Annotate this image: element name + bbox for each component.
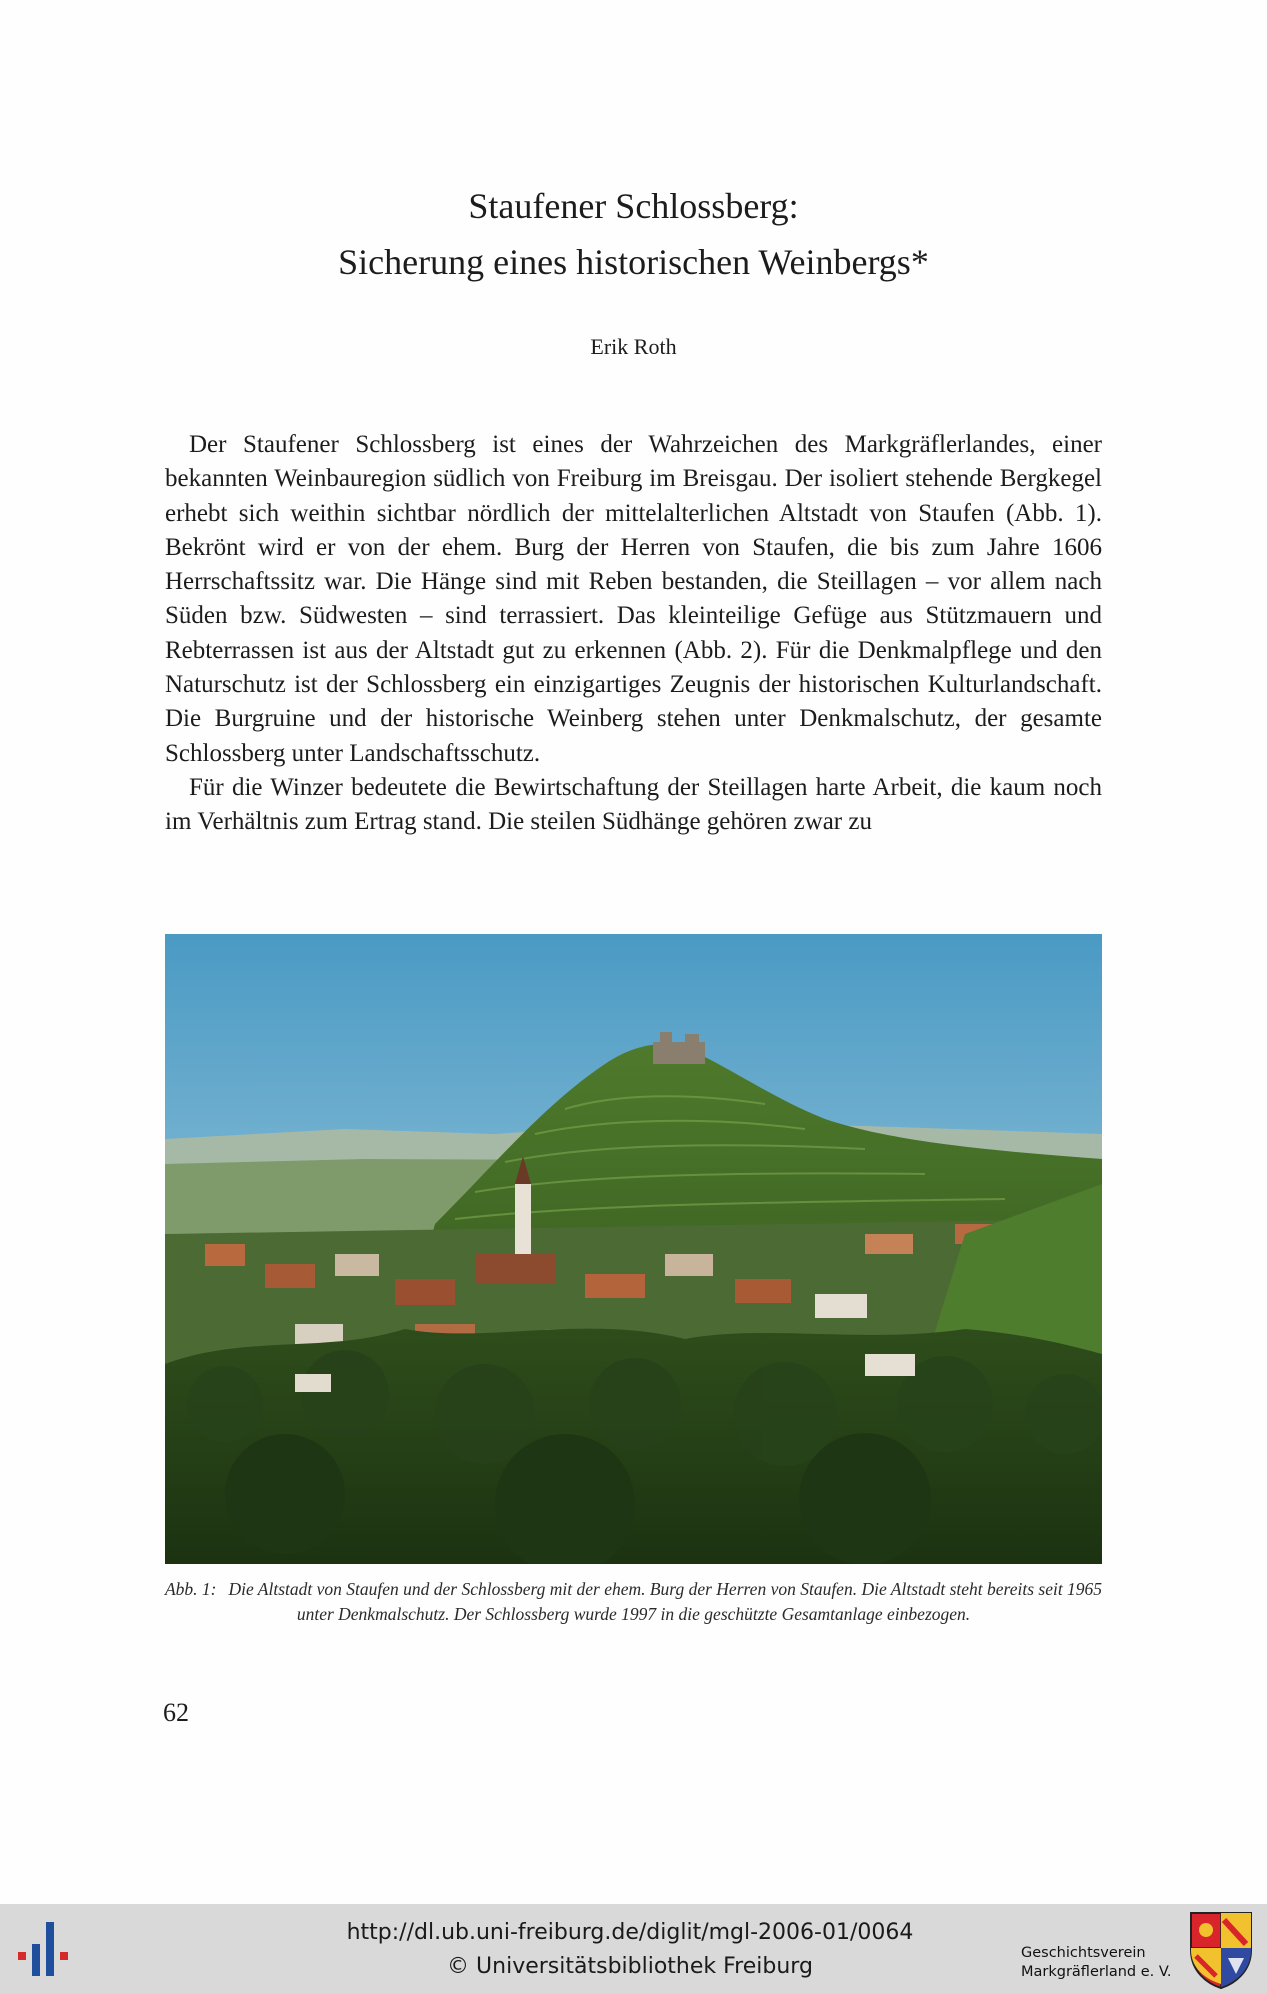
footer-citation [250, 1916, 1010, 1984]
society-line-1: Geschichtsverein [1021, 1945, 1146, 1961]
title-line-1: Staufener Schlossberg: [468, 186, 799, 226]
ub-freiburg-logo-icon[interactable] [16, 1914, 80, 1986]
figure-caption-text: Die Altstadt von Staufen und der Schlossberg mit der ehem. Burg der Herren von Staufen. Die Altstadt steht bereits seit 1965 unter Denkmalschutz. Der Schlossberg wurde 1997 in die geschützte Gesamtanlage einbezogen. [228, 1579, 1103, 1624]
society-line-2: Markgräflerland e. V. [1021, 1964, 1172, 1980]
article-title [165, 178, 1102, 290]
author-name: Erik Roth [590, 334, 677, 359]
paragraph-1: Der Staufener Schlossberg ist eines der Wahrzeichen des Markgräflerlandes, einer bekannten Weinbauregion südlich von Freiburg im Breisgau. Der isoliert stehende Bergkegel erhebt sich weithin sichtbar nördlich der mittelalterlichen Altstadt von Staufen (Abb. 1). Bekrönt wird er von der ehem. Burg der Herren von Staufen, die bis zum Jahre 1606 Herrschaftssitz war. Die Hänge sind mit Reben bestanden, die Steillagen – vor allem nach Süden bzw. Südwesten – sind terrassiert. Das kleinteilige Gefüge aus Stützmauern und Rebterrassen ist aus der Altstadt gut zu erkennen (Abb. 2). Für die Denkmalpflege und den Naturschutz ist der Schlossberg ein einzigartiges Zeugnis der historischen Kulturlandschaft. Die Burgruine und der historische Weinberg stehen unter Denkmalschutz, der gesamte Schlossberg unter Landschaftsschutz. [165, 431, 1102, 767]
photo-staufen-schlossberg [165, 934, 1102, 1564]
paragraph-2: Für die Winzer bedeutete die Bewirtschaftung der Steillagen harte Arbeit, die kaum noch im Verhältnis zum Ertrag stand. Die steilen Südhänge gehören zwar zu [165, 773, 1102, 836]
page-number: 62 [163, 1698, 189, 1727]
footer-url-link[interactable]: http://dl.ub.uni-freiburg.de/diglit/mgl-2006-01/0064 [346, 1920, 914, 1945]
figure-caption [150, 1577, 1117, 1627]
title-line-2: Sicherung eines historischen Weinbergs* [338, 242, 929, 282]
coat-of-arms-icon [1188, 1910, 1254, 1990]
footer-bar [0, 1904, 1267, 1994]
footer-copyright: © Universitätsbibliothek Freiburg [447, 1954, 813, 1979]
figure-label: Abb. 1: [164, 1579, 217, 1599]
figure-photo [165, 934, 1102, 1564]
society-name [1021, 1944, 1172, 1982]
article-body [165, 428, 1102, 840]
